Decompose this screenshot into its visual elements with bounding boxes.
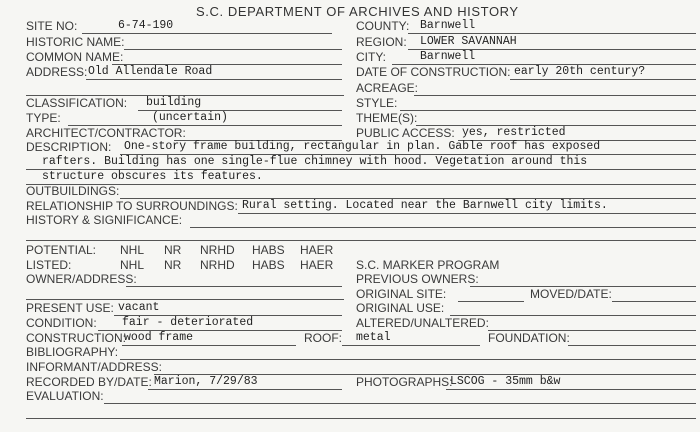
classification-label: CLASSIFICATION: [26, 96, 128, 110]
previous-owners-label: PREVIOUS OWNERS: [356, 272, 479, 286]
listed-habs: HABS [252, 258, 285, 272]
outbuildings-label: OUTBUILDINGS: [26, 184, 120, 198]
foundation-label: FOUNDATION: [488, 331, 570, 345]
form-title: S.C. DEPARTMENT OF ARCHIVES AND HISTORY [196, 4, 519, 19]
photographs-label: PHOTOGRAPHS: [356, 375, 453, 389]
photographs-line [446, 389, 696, 390]
recorded-by-value: Marion, 7/29/83 [154, 375, 258, 388]
altered-label: ALTERED/UNALTERED: [356, 316, 489, 330]
bibliography-label: BIBLIOGRAPHY: [26, 345, 119, 359]
description-label: DESCRIPTION: [26, 140, 112, 154]
common-name-label: COMMON NAME: [26, 50, 124, 64]
roof-label: ROOF: [304, 331, 342, 345]
description-line-3: structure obscures its features. [42, 170, 263, 183]
construction-line [122, 345, 296, 346]
relationship-value: Rural setting. Located near the Barnwell city limits. [242, 199, 608, 212]
description-line-2: rafters. Building has one single-flue chimney with hood. Vegetation around this [42, 155, 588, 168]
owner-address-line-2 [26, 299, 344, 300]
construction-label: CONSTRUCTION: [26, 331, 126, 345]
roof-value: metal [356, 331, 391, 344]
site-no-label: SITE NO: [26, 19, 78, 33]
evaluation-line-2 [26, 418, 696, 419]
county-line [408, 33, 696, 34]
owner-address-label: OWNER/ADDRESS: [26, 272, 137, 286]
evaluation-label: EVALUATION: [26, 389, 104, 403]
style-label: STYLE: [356, 96, 398, 110]
original-use-label: ORIGINAL USE: [356, 301, 445, 315]
date-of-construction-line [510, 79, 696, 80]
description-rule-3 [26, 184, 696, 185]
county-value: Barnwell [420, 19, 476, 32]
history-line-1 [190, 227, 696, 228]
date-of-construction-label: DATE OF CONSTRUCTION: [356, 65, 511, 79]
original-site-label: ORIGINAL SITE: [356, 287, 447, 301]
condition-value: fair - deteriorated [122, 316, 254, 329]
region-value: LOWER SAVANNAH [420, 35, 517, 48]
classification-value: building [146, 96, 202, 109]
type-value: (uncertain) [152, 111, 228, 124]
foundation-line [568, 345, 696, 346]
listed-nhl: NHL [120, 258, 145, 272]
type-label: TYPE: [26, 111, 61, 125]
acreage-line [414, 95, 696, 96]
owner-address-line [126, 286, 342, 287]
region-label: REGION: [356, 35, 407, 49]
site-no-line [82, 33, 332, 34]
potential-label: POTENTIAL: [26, 243, 97, 257]
address-value: Old Allendale Road [88, 65, 213, 78]
roof-line [342, 345, 480, 346]
history-line-2 [26, 240, 696, 241]
listed-haer: HAER [300, 258, 334, 272]
public-access-label: PUBLIC ACCESS: [356, 126, 455, 140]
city-value: Barnwell [420, 50, 476, 63]
address-line [86, 79, 342, 80]
city-label: CITY: [356, 50, 387, 64]
construction-value: wood frame [124, 331, 194, 344]
present-use-value: vacant [118, 301, 160, 314]
evaluation-line-1 [104, 403, 696, 404]
history-label: HISTORY & SIGNIFICANCE: [26, 213, 183, 227]
description-line-1: One-story frame building, rectangular in plan. Gable roof has exposed [124, 140, 601, 153]
potential-nrhd: NRHD [200, 243, 235, 257]
site-no-value: 6-74-190 [118, 19, 174, 32]
recorded-by-label: RECORDED BY/DATE: [26, 375, 152, 389]
listed-nrhd: NRHD [200, 258, 235, 272]
style-line [400, 110, 696, 111]
relationship-label: RELATIONSHIP TO SURROUNDINGS: [26, 199, 238, 213]
historic-name-line [124, 49, 342, 50]
listed-label: LISTED: [26, 258, 72, 272]
recorded-by-line [148, 389, 342, 390]
date-of-construction-value: early 20th century? [514, 65, 646, 78]
architect-label: ARCHITECT/CONTRACTOR: [26, 126, 186, 140]
listed-nr: NR [164, 258, 182, 272]
potential-haer: HAER [300, 243, 334, 257]
condition-label: CONDITION: [26, 316, 97, 330]
marker-program-label: S.C. MARKER PROGRAM [356, 258, 500, 272]
relationship-line [238, 213, 696, 214]
potential-nhl: NHL [120, 243, 145, 257]
acreage-label: ACREAGE: [356, 81, 419, 95]
informant-label: INFORMANT/ADDRESS: [26, 360, 163, 374]
bibliography-line [120, 359, 696, 360]
moved-date-label: MOVED/DATE: [530, 287, 612, 301]
historic-name-label: HISTORIC NAME: [26, 35, 125, 49]
themes-label: THEME(S): [356, 111, 418, 125]
photographs-value: LSCOG - 35mm b&w [450, 375, 561, 388]
public-access-value: yes, restricted [462, 126, 566, 139]
present-use-label: PRESENT USE: [26, 301, 114, 315]
potential-habs: HABS [252, 243, 285, 257]
county-label: COUNTY: [356, 19, 410, 33]
potential-nr: NR [164, 243, 182, 257]
original-site-line [458, 301, 524, 302]
moved-date-line [612, 301, 696, 302]
address-label: ADDRESS: [26, 65, 88, 79]
